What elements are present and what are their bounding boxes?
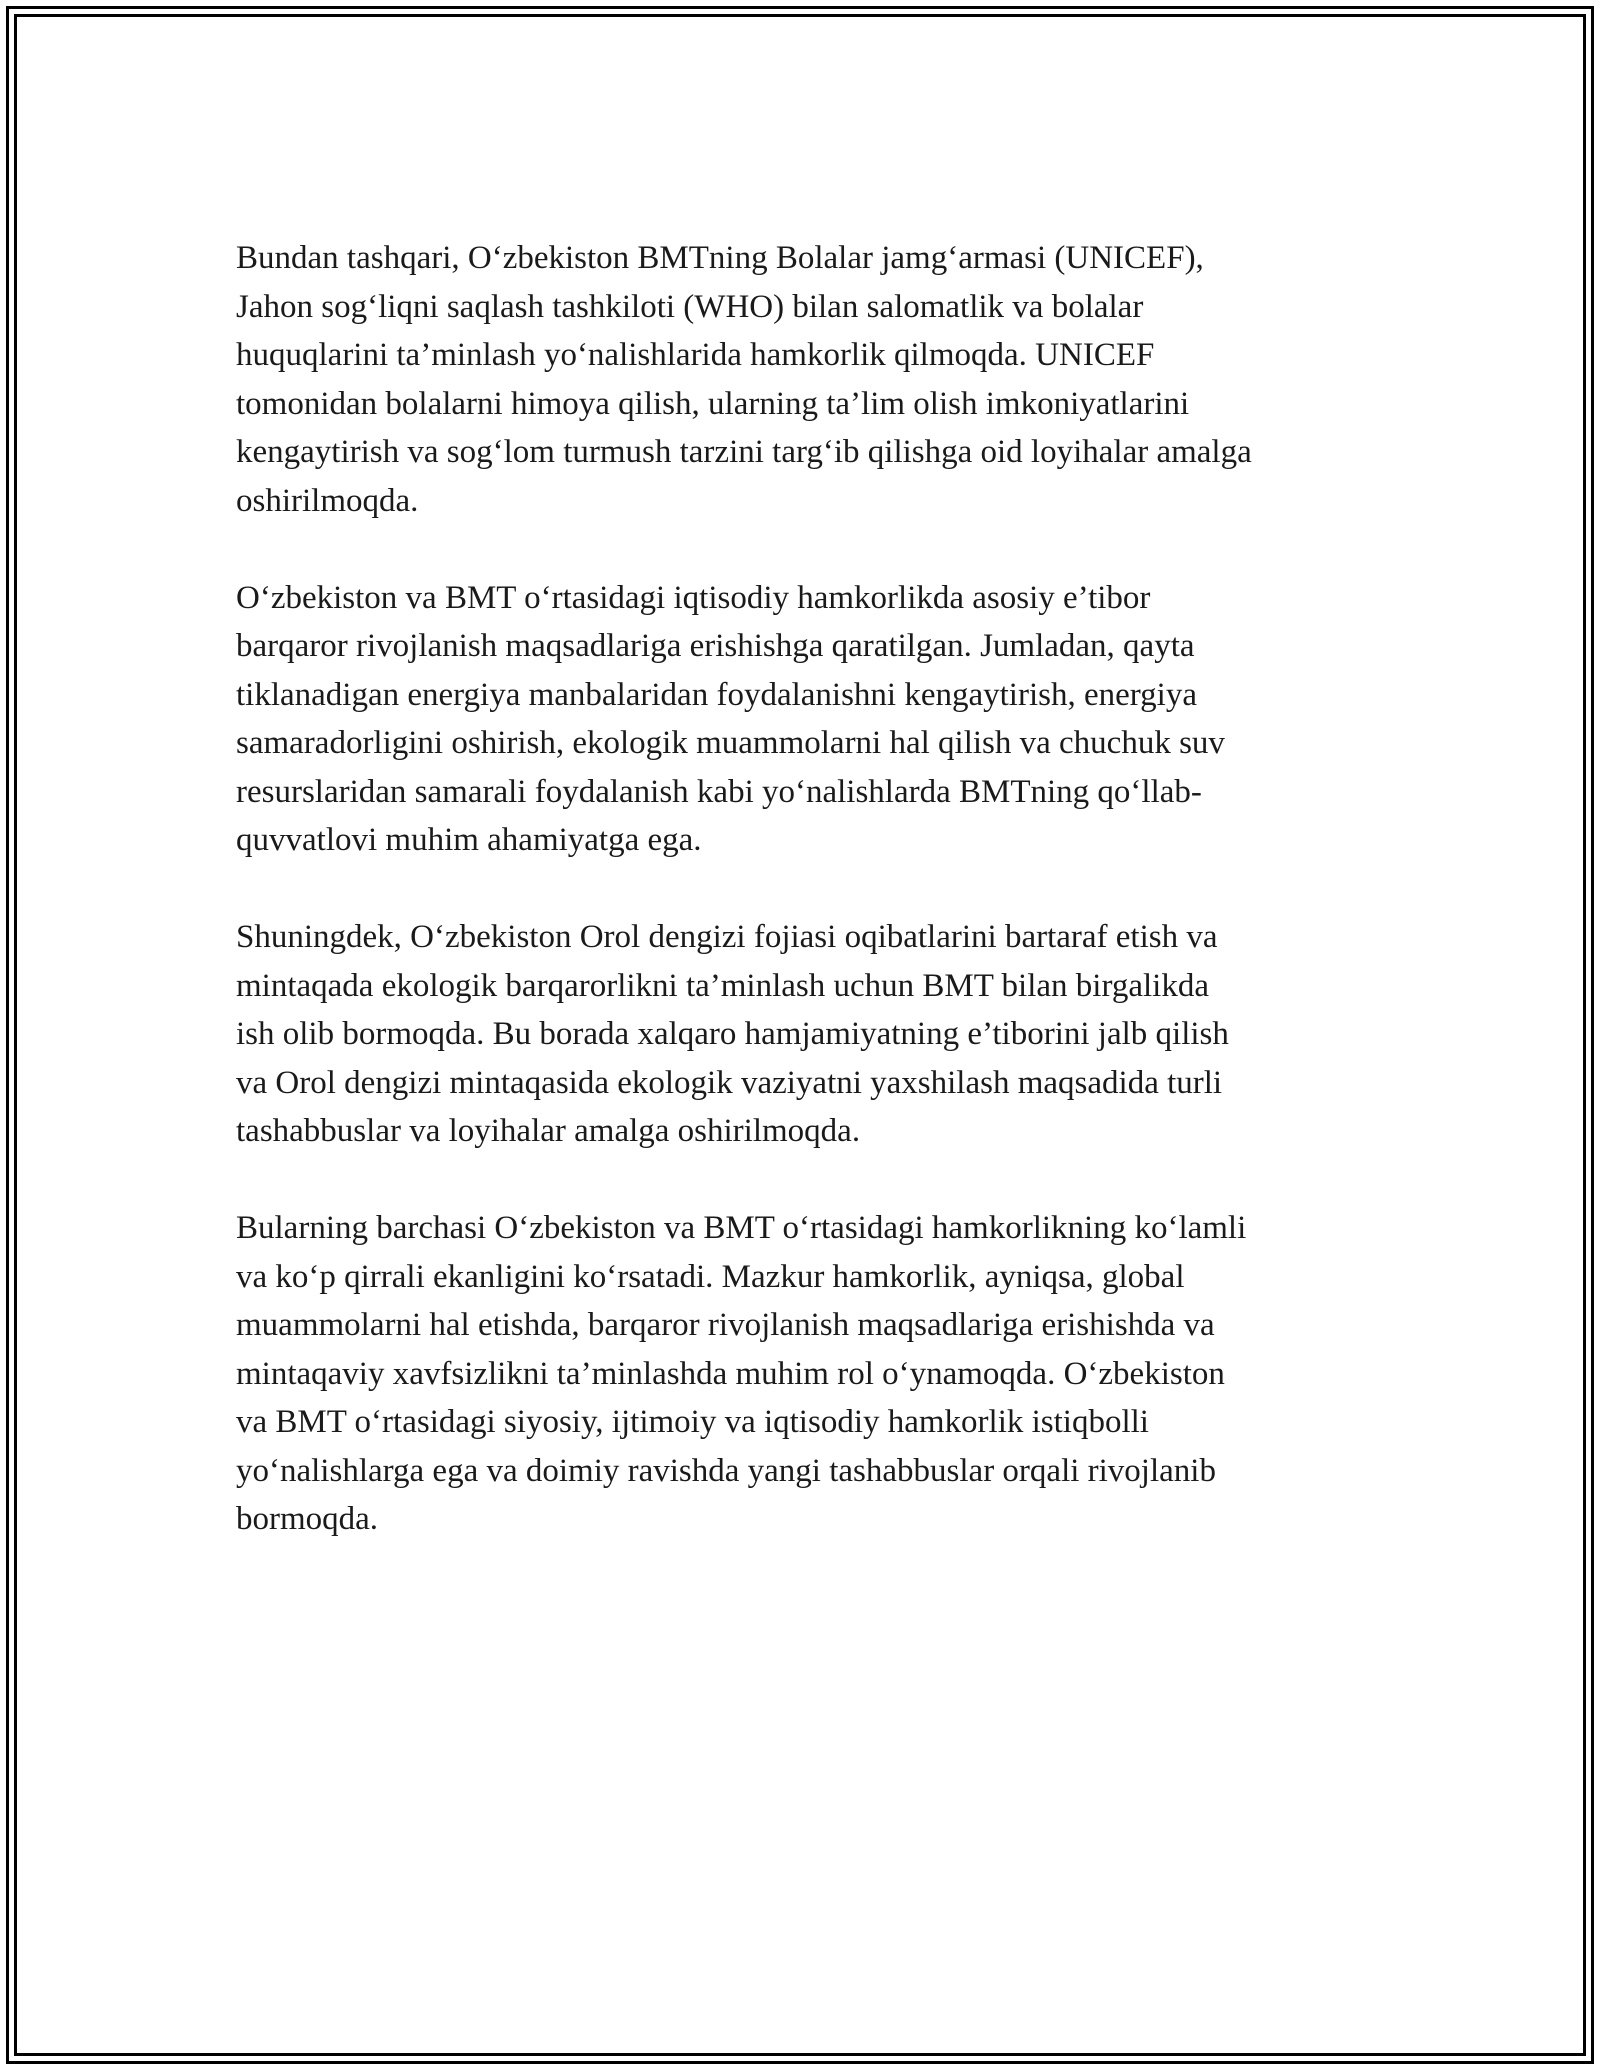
text-line: quvvatlovi muhim ahamiyatga ega. — [236, 822, 702, 858]
text-line: Bularning barchasi O‘zbekiston va BMT o‘rtasidagi hamkorlikning ko‘lamli — [236, 1210, 1247, 1246]
text-line: samaradorligini oshirish, ekologik muammolarni hal qilish va chuchuk suv — [236, 725, 1225, 761]
paragraph-economic-cooperation — [236, 574, 1376, 865]
text-line: bormoqda. — [236, 1501, 379, 1537]
text-line: mintaqada ekologik barqarorlikni ta’minlash uchun BMT bilan birgalikda — [236, 967, 1209, 1004]
text-line: tashabbuslar va loyihalar amalga oshirilmoqda. — [236, 1113, 861, 1149]
text-line: Shuningdek, O‘zbekiston Orol dengizi fojiasi oqibatlarini bartaraf etish va — [236, 919, 1218, 955]
paragraph-unicef-who — [236, 234, 1376, 525]
document-body — [236, 234, 1376, 1592]
text-line: barqaror rivojlanish maqsadlariga erishishga qaratilgan. Jumladan, qayta — [236, 628, 1195, 664]
text-line: mintaqaviy xavfsizlikni ta’minlashda muhim rol o‘ynamoqda. O‘zbekiston — [236, 1355, 1225, 1392]
text-line: kengaytirish va sog‘lom turmush tarzini targ‘ib qilishga oid loyihalar amalga — [236, 434, 1252, 470]
text-line: oshirilmoqda. — [236, 482, 419, 519]
paragraph-conclusion — [236, 1204, 1376, 1544]
text-line: resurslaridan samarali foydalanish kabi yo‘nalishlarda BMTning qo‘llab- — [236, 773, 1202, 810]
paragraph-aral-sea — [236, 913, 1376, 1156]
text-line: huquqlarini ta’minlash yo‘nalishlarida hamkorlik qilmoqda. UNICEF — [236, 337, 1155, 373]
text-line: Bundan tashqari, O‘zbekiston BMTning Bolalar jamg‘armasi (UNICEF), — [236, 240, 1204, 276]
text-line: va ko‘p qirrali ekanligini ko‘rsatadi. Mazkur hamkorlik, ayniqsa, global — [236, 1258, 1185, 1295]
text-line: muammolarni hal etishda, barqaror rivojlanish maqsadlariga erishishda va — [236, 1307, 1215, 1343]
text-line: ish olib bormoqda. Bu borada xalqaro hamjamiyatning e’tiborini jalb qilish — [236, 1016, 1229, 1052]
text-line: tiklanadigan energiya manbalaridan foydalanishni kengaytirish, energiya — [236, 676, 1197, 713]
text-line: va Orol dengizi mintaqasida ekologik vaziyatni yaxshilash maqsadida turli — [236, 1064, 1223, 1101]
text-line: Jahon sog‘liqni saqlash tashkiloti (WHO) bilan salomatlik va bolalar — [236, 288, 1144, 325]
text-line: yo‘nalishlarga ega va doimiy ravishda yangi tashabbuslar orqali rivojlanib — [236, 1452, 1216, 1489]
text-line: va BMT o‘rtasidagi siyosiy, ijtimoiy va iqtisodiy hamkorlik istiqbolli — [236, 1404, 1149, 1440]
text-line: tomonidan bolalarni himoya qilish, ularning ta’lim olish imkoniyatlarini — [236, 385, 1190, 422]
text-line: O‘zbekiston va BMT o‘rtasidagi iqtisodiy hamkorlikda asosiy e’tibor — [236, 579, 1151, 616]
